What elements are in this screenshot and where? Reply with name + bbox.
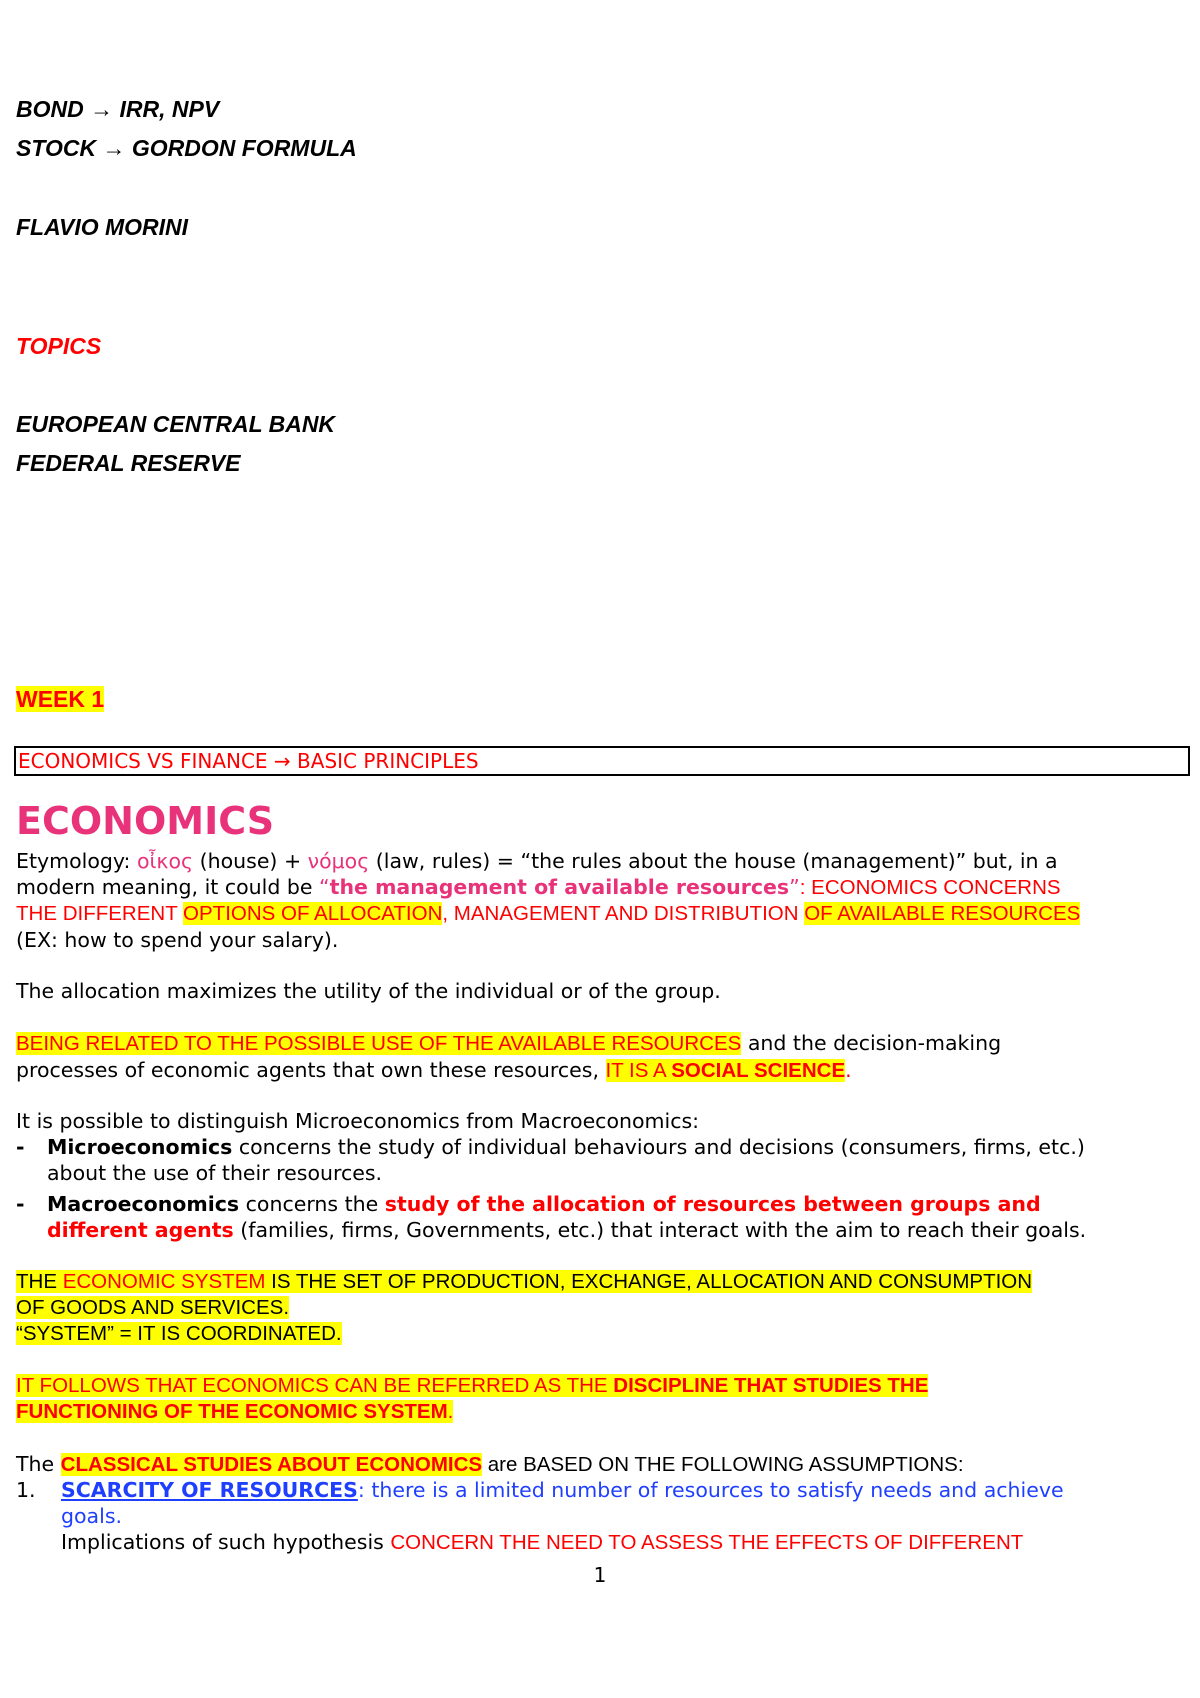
allocation-text: The allocation maximizes the utility of the individual or of the group. [16, 979, 721, 1003]
item1-text2b: . [115, 1504, 123, 1528]
micro-text2: about the use of their resources. [47, 1161, 383, 1185]
follows-c: FUNCTIONING OF THE ECONOMIC SYSTEM [16, 1400, 448, 1423]
follows-line1 [16, 1374, 928, 1397]
system-d: OF GOODS AND SERVICES. [16, 1296, 290, 1319]
social-highlight [606, 1059, 846, 1082]
follows-d: . [447, 1400, 454, 1423]
etym-line3 [16, 901, 1186, 927]
bullet-dash-micro: - [16, 1135, 25, 1159]
classical-b: CLASSICAL STUDIES ABOUT ECONOMICS [60, 1453, 483, 1476]
macro-label: Macroeconomics [47, 1192, 240, 1216]
macro-red2: different agents [47, 1218, 234, 1242]
etym-t1: Etymology: [16, 849, 137, 873]
box-part2: BASIC PRINCIPLES [297, 749, 479, 773]
bullet-macro [47, 1191, 1187, 1243]
etym-t3: (law, rules) = “the rules about the house (management)” but, in a [369, 849, 1058, 873]
etym-l2a: modern meaning, it could be [16, 875, 320, 899]
economics-heading: ECONOMICS [16, 799, 275, 843]
system-paragraph [16, 1269, 1186, 1347]
greek-oikos: οἶκος [136, 849, 194, 873]
section-box [14, 746, 1190, 776]
system-line1 [16, 1270, 1032, 1293]
box-part1: ECONOMICS VS FINANCE → [18, 749, 298, 773]
etym-line1 [16, 848, 1186, 874]
social-d: IT IS A [605, 1059, 672, 1082]
classical-line [16, 1451, 1186, 1478]
bullet-dash-macro: - [16, 1192, 25, 1216]
page-number: 1 [593, 1563, 607, 1587]
system-e: “SYSTEM” = IT IS COORDINATED. [16, 1322, 342, 1345]
etymology-paragraph [16, 848, 1186, 953]
system-c: IS THE SET OF PRODUCTION, EXCHANGE, ALLOCATION AND CONSUMPTION [265, 1270, 1033, 1293]
note-bond: BOND → IRR, NPV [16, 96, 220, 122]
etym-line4: (EX: how to spend your salary). [16, 928, 339, 952]
social-b: and the decision-making [741, 1031, 1002, 1055]
social-line1 [16, 1030, 1186, 1057]
topics-title: TOPICS [16, 333, 102, 359]
author-name: FLAVIO MORINI [16, 214, 189, 240]
social-e: SOCIAL SCIENCE [671, 1059, 846, 1082]
social-c: processes of economic agents that own these resources, [16, 1058, 606, 1082]
etym-l2d: ” [789, 875, 800, 899]
item1-number: 1. [16, 1478, 36, 1502]
impl-a: Implications of such hypothesis [61, 1530, 391, 1554]
impl-b: CONCERN THE NEED TO ASSESS THE EFFECTS OF DIFFERENT [390, 1531, 1024, 1554]
etym-l3c: , MANAGEMENT AND DISTRIBUTION [442, 902, 805, 925]
system-b: ECONOMIC SYSTEM [62, 1270, 266, 1293]
bullet-micro [47, 1134, 1187, 1186]
micro-label: Microeconomics [47, 1135, 233, 1159]
social-f: . [845, 1058, 852, 1082]
social-paragraph [16, 1030, 1186, 1084]
topic-ecb: EUROPEAN CENTRAL BANK [16, 411, 336, 437]
social-a: BEING RELATED TO THE POSSIBLE USE OF THE AVAILABLE RESOURCES [16, 1032, 742, 1055]
macro-red: study of the allocation of resources between groups and [384, 1192, 1041, 1216]
etym-l3d: OF AVAILABLE RESOURCES [804, 902, 1081, 925]
note-stock: STOCK → GORDON FORMULA [16, 135, 357, 161]
follows-paragraph [16, 1373, 1186, 1425]
distinguish-text: It is possible to distinguish Microeconomics from Macroeconomics: [16, 1109, 700, 1133]
etym-t2: (house) + [193, 849, 308, 873]
classical-c: are BASED ON THE FOLLOWING ASSUMPTIONS: [482, 1453, 964, 1476]
follows-a: IT FOLLOWS THAT ECONOMICS CAN BE REFERRED AS THE [16, 1374, 614, 1397]
etym-l3b: OPTIONS OF ALLOCATION [183, 902, 443, 925]
follows-b: DISCIPLINE THAT STUDIES THE [613, 1374, 929, 1397]
scarcity-link[interactable]: SCARCITY OF RESOURCES [61, 1478, 358, 1502]
etym-l2c: the management of available resources [329, 875, 790, 899]
item1 [61, 1477, 1187, 1556]
etym-l2e: : ECONOMICS CONCERNS [799, 876, 1061, 899]
etym-l2b: “ [319, 875, 330, 899]
classical-a: The [16, 1452, 61, 1476]
social-line2 [16, 1057, 1186, 1084]
micro-text: concerns the study of individual behaviours and decisions (consumers, firms, etc.) [232, 1135, 1085, 1159]
etym-l3a: THE DIFFERENT [16, 902, 184, 925]
item1-text2: goals [61, 1504, 116, 1528]
system-a: THE [16, 1270, 63, 1293]
item1-text: : there is a limited number of resources to satisfy needs and achieve [357, 1478, 1064, 1502]
macro-text: concerns the [239, 1192, 385, 1216]
etym-line2 [16, 874, 1186, 901]
greek-nomos: νόμος [307, 849, 370, 873]
week-label [16, 686, 104, 713]
topic-fed: FEDERAL RESERVE [16, 450, 241, 476]
macro-text2: (families, firms, Governments, etc.) that interact with the aim to reach their goals. [233, 1218, 1087, 1242]
week-label-text: WEEK 1 [16, 686, 105, 712]
